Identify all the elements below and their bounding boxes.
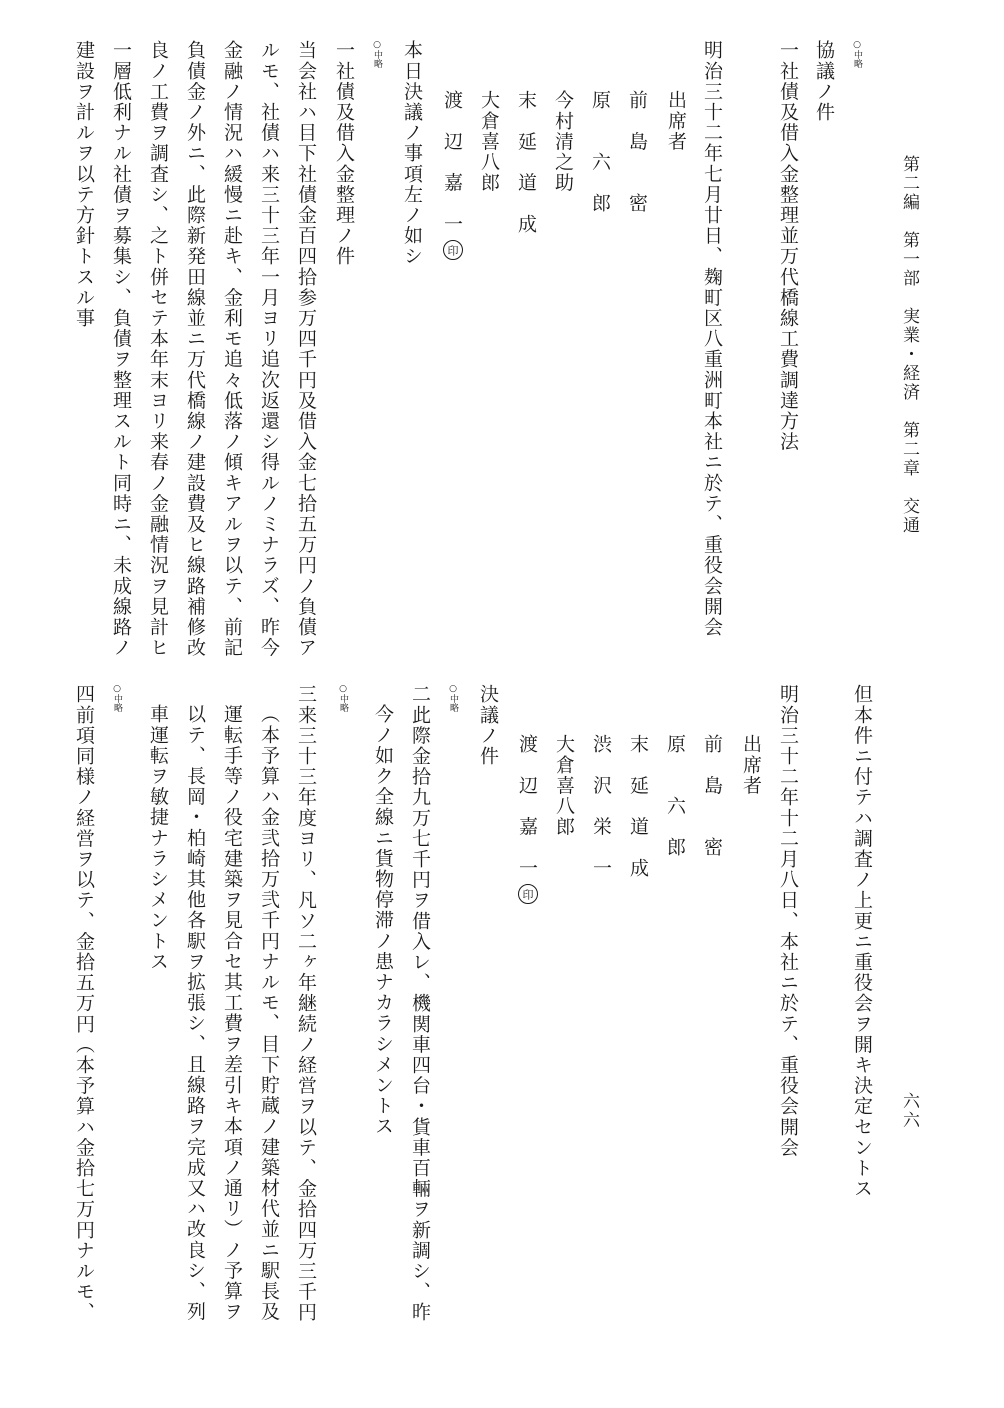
attendees-label: 出席者 bbox=[740, 734, 762, 796]
item-line: 今ノ如ク全線ニ貨物停滞ノ患ナカラシメントス bbox=[372, 704, 394, 1137]
attendee-name: 渋 沢 栄 一 bbox=[590, 734, 612, 879]
omission-mark: ○中略 bbox=[852, 40, 862, 68]
page-number: 六六 bbox=[899, 1092, 919, 1130]
omission-mark: ○中略 bbox=[338, 684, 348, 712]
body-line: 良ノ工費ヲ調査シ、之ト併セテ本年末ヨリ来春ノ金融情況ヲ見計ヒ bbox=[147, 40, 169, 658]
item-line: 以テ、長岡・柏崎其他各駅ヲ拡張シ、且線路ヲ完成又ハ改良シ、列 bbox=[184, 704, 206, 1322]
attendees-label: 出席者 bbox=[665, 90, 687, 152]
body-line: 当会社ハ目下社債金百四拾参万四千円及借入金七拾五万円ノ負債ア bbox=[295, 40, 317, 658]
meeting-line: 明治三十二年十二月八日、本社ニ於テ、重役会開会 bbox=[777, 684, 799, 1158]
note-line: 但本件ニ付テハ調査ノ上更ニ重役会ヲ開キ決定セントス bbox=[851, 684, 873, 1199]
item-line: 車運転ヲ敏捷ナラシメントス bbox=[147, 704, 169, 972]
attendee-name: 前 島 密 bbox=[626, 90, 648, 214]
item-line: 三来三十三年度ヨリ、凡ソ二ヶ年継続ノ経営ヲ以テ、金拾四万三千円 bbox=[295, 684, 317, 1323]
seal-icon: 印 bbox=[518, 884, 538, 904]
body-line: 負債金ノ外ニ、此際新発田線並ニ万代橋線ノ建設費及ヒ線路補修改 bbox=[184, 40, 206, 658]
seal-icon: 印 bbox=[443, 240, 463, 260]
running-head: 第二編 第一部 実業・経済 第二章 交通 bbox=[899, 155, 919, 535]
attendee-name: 原 六 郎 bbox=[664, 734, 686, 858]
item-line: 二此際金拾九万七千円ヲ借入レ、機関車四台・貨車百輛ヲ新調シ、昨 bbox=[409, 684, 431, 1323]
meeting-line: 明治三十二年七月廿日、麹町区八重洲町本社ニ於テ、重役会開会 bbox=[701, 40, 723, 638]
resolution-intro: 本日決議ノ事項左ノ如シ bbox=[401, 40, 423, 267]
section-title: 決議ノ件 bbox=[477, 684, 499, 767]
body-line: ルモ、社債ハ来三十三年一月ヨリ追次返還シ得ルノミナラズ、昨今 bbox=[258, 40, 280, 658]
attendee-name bbox=[442, 90, 463, 260]
attendee-name: 末 延 道 成 bbox=[515, 90, 537, 235]
attendee-name: 大倉喜八郎 bbox=[553, 734, 575, 837]
subject-line: 一社債及借入金整理並万代橋線工費調達方法 bbox=[777, 40, 799, 452]
section-title: 協議ノ件 bbox=[813, 40, 835, 123]
omission-mark: ○中略 bbox=[112, 684, 122, 712]
attendee-name-text: 渡 辺 嘉 一 bbox=[441, 90, 463, 235]
attendee-name bbox=[517, 734, 538, 904]
attendee-name: 末 延 道 成 bbox=[627, 734, 649, 879]
attendee-name: 大倉喜八郎 bbox=[478, 90, 500, 193]
omission-mark: ○中略 bbox=[372, 40, 382, 68]
body-line: 建設ヲ計ルヲ以テ方針トスル事 bbox=[73, 40, 95, 329]
attendee-name: 原 六 郎 bbox=[589, 90, 611, 214]
body-line: 金融ノ情況ハ緩慢ニ赴キ、金利モ追々低落ノ傾キアルヲ以テ、前記 bbox=[221, 40, 243, 658]
omission-mark: ○中略 bbox=[448, 684, 458, 712]
item-title: 一社債及借入金整理ノ件 bbox=[333, 40, 355, 267]
item-line: 四前項同様ノ経営ヲ以テ、金拾五万円（本予算ハ金拾七万円ナルモ、 bbox=[73, 684, 95, 1323]
item-line: 運転手等ノ役宅建築ヲ見合セ其工費ヲ差引キ本項ノ通リ）ノ予算ヲ bbox=[221, 704, 243, 1322]
item-line: （本予算ハ金弐拾万弐千円ナルモ、目下貯蔵ノ建築材代並ニ駅長及 bbox=[258, 704, 280, 1322]
attendee-name: 前 島 密 bbox=[701, 734, 723, 858]
attendee-name-text: 渡 辺 嘉 一 bbox=[516, 734, 538, 879]
attendee-name: 今村清之助 bbox=[552, 90, 574, 193]
body-line: 一層低利ナル社債ヲ募集シ、負債ヲ整理スルト同時ニ、未成線路ノ bbox=[110, 40, 132, 658]
